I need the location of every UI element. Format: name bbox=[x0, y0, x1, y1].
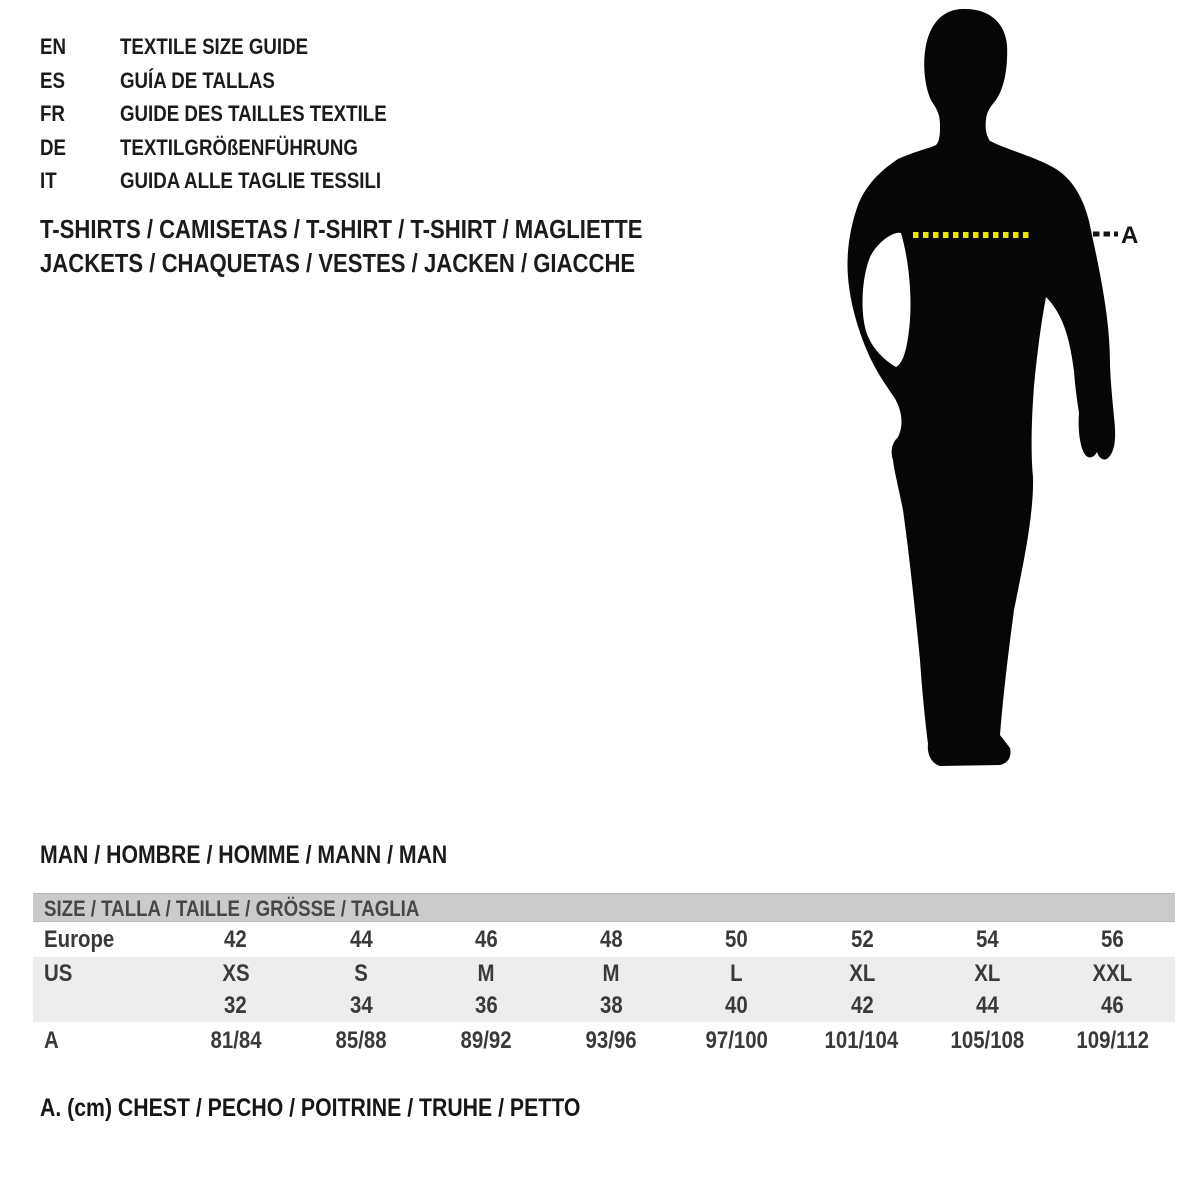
language-code: IT bbox=[40, 168, 57, 193]
garment-categories bbox=[40, 212, 749, 280]
row-label: Europe bbox=[44, 925, 115, 953]
cell-value: 52 bbox=[850, 925, 874, 953]
table-row-numeric bbox=[33, 990, 1175, 1022]
cell-value: 42 bbox=[850, 992, 874, 1019]
cell-value: M bbox=[602, 959, 620, 987]
cell-value: 46 bbox=[474, 925, 498, 953]
cell-value: 38 bbox=[600, 992, 623, 1019]
cell-value: 101/104 bbox=[824, 1027, 899, 1054]
size-table bbox=[33, 893, 1175, 1060]
cell-value: XS bbox=[222, 959, 250, 987]
language-title: TEXTILE SIZE GUIDE bbox=[120, 34, 309, 59]
language-code: ES bbox=[40, 67, 65, 93]
language-row-de bbox=[40, 131, 434, 165]
language-row-es bbox=[40, 64, 434, 98]
section-title-man bbox=[40, 841, 519, 870]
man-silhouette-figure bbox=[842, 5, 1132, 785]
cell-value: 105/108 bbox=[950, 1027, 1024, 1054]
man-silhouette-shape bbox=[847, 9, 1115, 766]
language-title-list bbox=[40, 30, 434, 198]
language-title: TEXTILGRÖßENFÜHRUNG bbox=[120, 134, 358, 160]
category-line-tshirts: T-SHIRTS / CAMISETAS / T-SHIRT / T-SHIRT / MAGLIETTE bbox=[40, 214, 643, 244]
cell-value: 85/88 bbox=[335, 1027, 387, 1054]
cell-value: 36 bbox=[474, 992, 498, 1019]
table-row-europe bbox=[33, 922, 1175, 957]
section-title-text: MAN / HOMBRE / HOMME / MANN / MAN bbox=[40, 841, 448, 869]
cell-value: 44 bbox=[349, 925, 373, 953]
size-table-header-text: SIZE / TALLA / TAILLE / GRÖSSE / TAGLIA bbox=[44, 896, 420, 921]
cell-value: 109/112 bbox=[1076, 1027, 1149, 1054]
cell-value: 97/100 bbox=[705, 1027, 768, 1054]
cell-value: XL bbox=[974, 959, 1001, 987]
row-label: US bbox=[44, 959, 73, 987]
language-row-en bbox=[40, 30, 434, 64]
cell-value: XL bbox=[848, 959, 875, 987]
cell-value: 56 bbox=[1101, 925, 1124, 953]
language-code: DE bbox=[40, 134, 66, 160]
language-code: EN bbox=[40, 34, 66, 59]
cell-value: 46 bbox=[1101, 992, 1124, 1019]
cell-value: 81/84 bbox=[210, 1027, 262, 1054]
cell-value: 48 bbox=[600, 925, 623, 953]
language-title: GUÍA DE TALLAS bbox=[120, 67, 275, 93]
table-row-chest-a bbox=[33, 1022, 1175, 1060]
language-row-it bbox=[40, 164, 434, 198]
language-row-fr bbox=[40, 97, 434, 131]
cell-value: 93/96 bbox=[585, 1027, 637, 1054]
cell-value: 54 bbox=[975, 925, 999, 953]
cell-value: 89/92 bbox=[460, 1027, 512, 1054]
language-title: GUIDA ALLE TAGLIE TESSILI bbox=[120, 168, 382, 193]
cell-value: L bbox=[730, 959, 743, 987]
row-label: A bbox=[44, 1027, 59, 1054]
cell-value: 32 bbox=[224, 992, 247, 1019]
cell-value: 34 bbox=[349, 992, 373, 1019]
cell-value: M bbox=[477, 959, 495, 987]
table-row-us bbox=[33, 957, 1175, 990]
category-line-jackets: JACKETS / CHAQUETAS / VESTES / JACKEN / GIACCHE bbox=[40, 248, 636, 278]
cell-value: 40 bbox=[725, 992, 748, 1019]
cell-value: XXL bbox=[1092, 959, 1133, 987]
cell-value: 44 bbox=[975, 992, 999, 1019]
language-code: FR bbox=[40, 101, 65, 126]
cell-value: S bbox=[354, 959, 368, 987]
measurement-footnote bbox=[40, 1094, 676, 1123]
measurement-footnote-text: A. (cm) CHEST / PECHO / POITRINE / TRUHE / PETTO bbox=[40, 1094, 581, 1122]
cell-value: 42 bbox=[224, 925, 247, 953]
language-title: GUIDE DES TAILLES TEXTILE bbox=[120, 101, 387, 126]
size-table-header bbox=[33, 893, 1175, 922]
cell-value: 50 bbox=[725, 925, 748, 953]
chest-measure-label-a: A bbox=[1121, 222, 1139, 249]
